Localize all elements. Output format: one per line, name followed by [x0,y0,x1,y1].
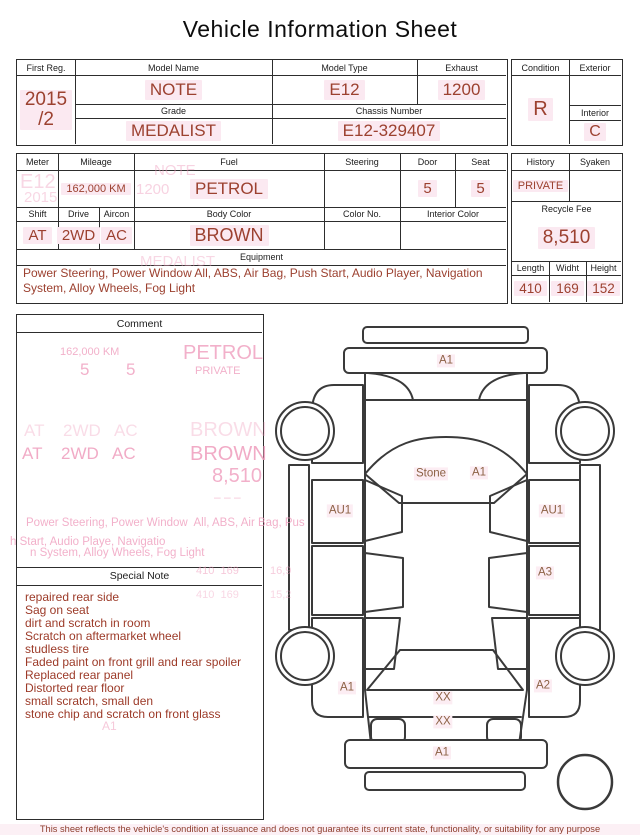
door-label: Door [417,157,438,167]
door-value [400,170,455,207]
length-label: Length [516,263,545,273]
diagram-label-xx: XX [435,691,451,704]
fuel-label: Fuel [220,157,238,167]
exterior-value [569,75,621,105]
ghost-text: A1 [102,719,117,733]
body-color-text: BROWN [190,225,269,246]
condition-text: R [528,98,552,121]
diagram-label-layer [270,310,640,835]
special-note-line: stone chip and scratch on front glass [25,707,221,721]
condition-value [512,75,569,144]
syaken-value [569,170,621,201]
ghost-text: 5 [80,360,90,379]
ghost-text: AT 2WD AC [24,421,138,440]
model-name-text: NOTE [145,80,202,100]
special-note-line: Faded paint on front grill and rear spoiler [25,655,242,669]
first-reg-text [20,90,72,130]
history-fee-table [511,153,623,304]
comment-box [16,314,264,820]
drive-text: 2WD [57,227,100,244]
interior-label: Interior [580,107,609,118]
width-label: Widht [555,263,579,273]
spec-table [16,153,508,304]
recycle-fee-label: Recycle Fee [541,204,592,214]
color-no-value [324,221,400,249]
seat-label: Seat [471,157,490,167]
interior-text: C [584,123,606,141]
diagram-label-a1: A1 [471,466,487,479]
special-note-line: dirt and scratch in room [25,616,151,630]
exhaust-text: 1200 [438,80,486,100]
chassis-number-value [272,118,506,144]
height-label: Height [590,263,617,273]
special-note-line: small scratch, small den [25,694,154,708]
ghost-text: 8,510 [212,465,263,487]
special-note-label: Special Note [109,570,170,582]
history-label: History [526,157,555,167]
history-text: PRIVATE [513,180,568,192]
width-text: 169 [551,281,584,296]
special-note-line: Replaced rear panel [25,668,134,682]
body-color-label: Body Color [206,209,252,219]
width-value [549,275,586,302]
model-info-table [16,59,508,146]
ghost-text: Power Steering, Power Window All, ABS, Air Bag, Pus [26,517,305,529]
door-text: 5 [418,180,436,197]
chassis-number-text: E12-329407 [338,121,441,141]
recycle-fee-text: 8,510 [538,227,596,249]
model-name-value [75,75,272,104]
shift-value [17,221,58,249]
condition-label: Condition [521,62,560,73]
ghost-text: h Start, Audio Playe, Navigatio [10,536,166,548]
recycle-fee-value [512,215,621,261]
ghost-text: BROWN [190,419,267,441]
divider [17,567,262,568]
ghost-text: 15,2 [270,589,292,601]
comment-label: Comment [116,318,163,330]
ghost-text: BROWN [190,443,267,465]
divider [17,332,262,333]
car-damage-diagram [270,310,640,835]
ghost-text: – – – [214,490,241,504]
exhaust-label: Exhaust [445,62,478,73]
ghost-text: 162,000 KM [60,346,120,358]
history-value [512,170,569,201]
shift-text: AT [23,227,51,244]
fuel-text: PETROL [190,179,268,199]
model-type-label: Model Type [321,62,368,73]
equipment-label: Equipment [239,252,284,262]
ghost-text: 410 169 [196,565,239,577]
model-type-value [272,75,417,104]
diagram-label-xx: XX [435,715,451,728]
ghost-text: 410 169 [196,589,239,601]
steering-value [324,170,400,207]
divider [17,585,262,586]
body-color-value [134,221,324,249]
exhaust-value [417,75,506,104]
aircon-value [99,221,134,249]
height-text: 152 [587,281,620,296]
drive-label: Drive [67,209,89,219]
ghost-text: 2015 [24,189,58,206]
equipment-text: Power Steering, Power Window All, ABS, Air Bag, Push Start, Audio Player, Navigation System, Alloy Wheels, Fog Light [23,266,483,295]
meter-value [17,170,58,207]
grade-label: Grade [160,106,186,116]
steering-label: Steering [345,157,379,167]
seat-value [455,170,506,207]
aircon-text: AC [101,227,132,244]
ghost-text: PRIVATE [195,365,241,377]
diagram-label-a1: A1 [438,354,454,367]
length-text: 410 [514,281,547,296]
syaken-label: Syaken [579,157,611,167]
mileage-label: Mileage [80,157,112,167]
chassis-number-label: Chassis Number [355,106,423,116]
condition-table [511,59,623,146]
diagram-label-au1: AU1 [540,504,564,517]
interior-value [569,120,621,144]
grade-text: MEDALIST [126,121,221,141]
meter-label: Meter [25,157,49,167]
ghost-text: 16,9 [270,565,292,577]
footer-disclaimer: This sheet reflects the vehicle's condition at issuance and does not guarantee its current state, functionality, or suitability for any purpose [0,824,640,835]
ghost-text: n System, Alloy Wheels, Fog Light [30,547,205,559]
special-note-line: Scratch on aftermarket wheel [25,629,182,643]
ghost-text: E12 [20,171,56,193]
diagram-label-a2: A2 [535,679,551,692]
interior-color-label: Interior Color [426,209,480,219]
shift-label: Shift [28,209,47,219]
special-note-line: Sag on seat [25,603,90,617]
special-note-list [25,591,255,721]
drive-value [58,221,99,249]
seat-text: 5 [471,180,489,197]
color-no-label: Color No. [342,209,381,219]
diagram-label-a1: A1 [434,746,450,759]
special-note-line: studless tire [25,642,90,656]
diagram-label-stone: Stone [415,467,447,480]
ghost-text: PETROL [183,342,264,364]
first-reg-month: /2 [38,108,54,130]
first-reg-value [17,75,75,144]
aircon-label: Aircon [103,209,130,219]
page-title: Vehicle Information Sheet [182,16,458,42]
first-reg-year: 2015 [24,88,68,110]
height-value [586,275,621,302]
mileage-value [58,170,134,207]
model-name-label: Model Name [147,62,200,73]
ghost-text: NOTE [154,162,196,179]
grade-value [75,118,272,144]
ghost-text: MEDALIST [140,253,216,270]
fuel-value [134,170,324,207]
interior-color-value [400,221,506,249]
diagram-label-au1: AU1 [328,504,352,517]
ghost-text: AT 2WD AC [22,444,136,463]
special-note-line: Distorted rear floor [25,681,125,695]
diagram-label-a1: A1 [339,681,355,694]
ghost-text: 5 [126,360,136,379]
special-note-line: repaired rear side [25,590,120,604]
mileage-text: 162,000 KM [61,183,130,195]
exterior-label: Exterior [579,62,611,73]
length-value [512,275,549,302]
model-type-text: E12 [324,80,364,100]
first-reg-label: First Reg. [26,62,66,73]
ghost-text: 1200 [136,181,170,198]
diagram-label-a3: A3 [537,566,553,579]
